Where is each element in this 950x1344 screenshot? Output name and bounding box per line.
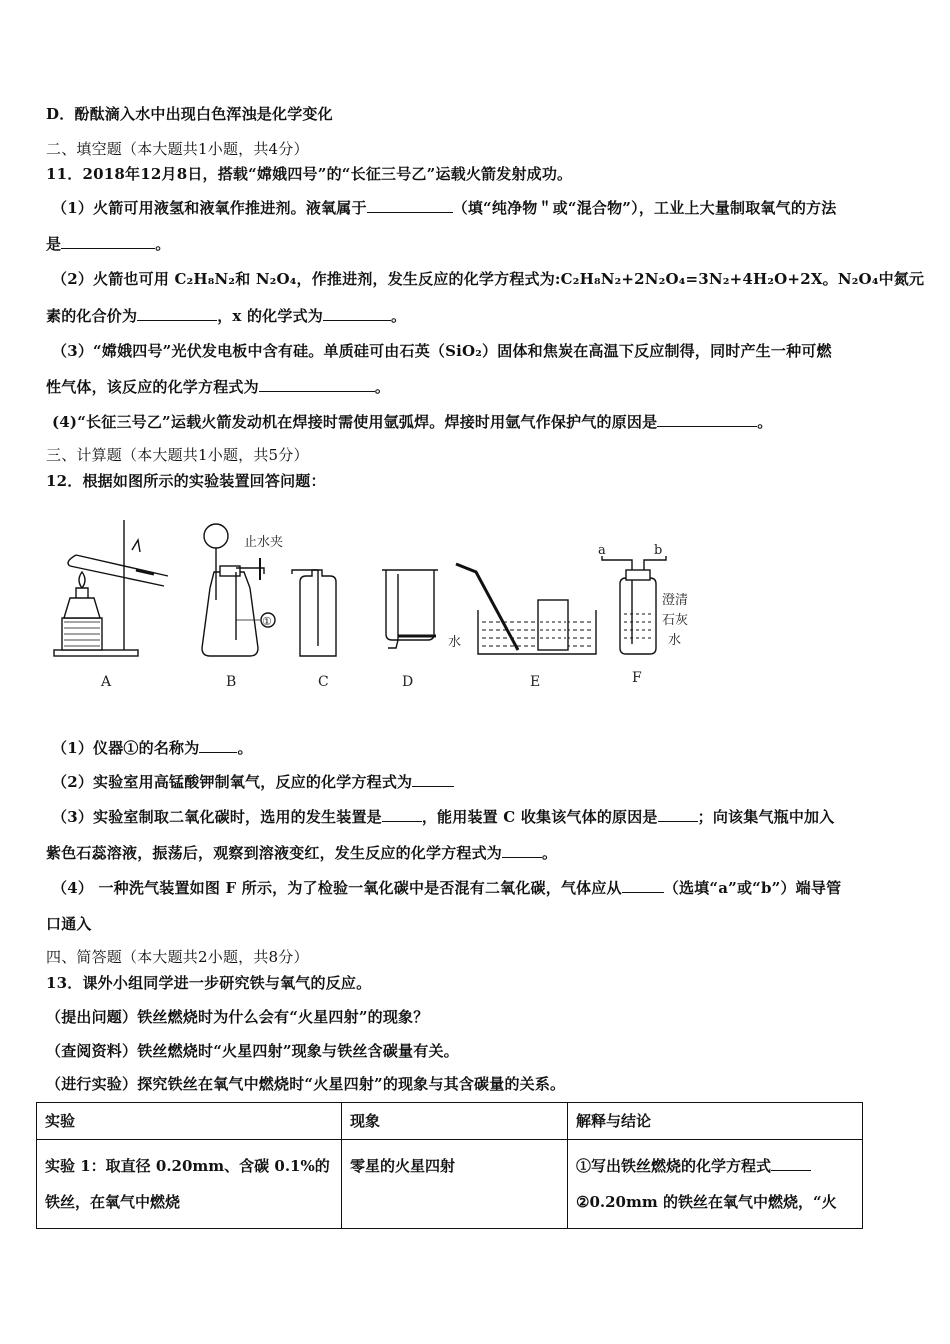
header-experiment: 实验 (37, 1103, 342, 1140)
header-phenomenon: 现象 (342, 1103, 568, 1140)
answer-blank[interactable] (657, 412, 757, 427)
marker-1: ① (262, 615, 272, 628)
q11-part2-text: 素的化合价为 (46, 307, 138, 325)
q11-part1-end: 。 (155, 235, 171, 253)
label-a: A (101, 674, 112, 690)
q11-part3-end: 。 (374, 378, 391, 396)
q11-part4 (52, 411, 773, 432)
q13-exp: （进行实验）探究铁丝在氧气中燃烧时“火星四射”的现象与其含碳量的关系。 (46, 1075, 566, 1093)
limewater-1: 澄清 (662, 593, 689, 608)
q11-part2-text2: ，x 的化学式为 (217, 307, 323, 325)
experiment-table (36, 1102, 863, 1229)
q12-part2-text: （2）实验室用高锰酸钾制氧气，反应的化学方程式为 (52, 773, 413, 791)
q11-part1 (52, 197, 836, 218)
answer-blank[interactable] (771, 1156, 811, 1171)
q12-part3-end: 。 (542, 844, 558, 862)
cell-phenomenon: 零星的火星四射 (342, 1140, 568, 1229)
answer-blank[interactable] (622, 878, 664, 893)
label-b: B (226, 674, 237, 690)
cell-text: ②0.20mm 的铁丝在氧气中燃烧，“火 (576, 1193, 837, 1211)
water-label: 水 (448, 635, 462, 650)
answer-blank[interactable] (259, 377, 375, 392)
q11-part4-end: 。 (757, 413, 773, 431)
answer-blank[interactable] (412, 772, 454, 787)
section-3-heading: 三、计算题（本大题共1小题，共5分） (46, 446, 309, 464)
q12-part3-text4: 紫色石蕊溶液，振荡后，观察到溶液变红，发生反应的化学方程式为 (46, 844, 503, 862)
q11-part3-cont (46, 376, 390, 397)
limewater-3: 水 (668, 633, 682, 648)
q12-part3-text3: ；向该集气瓶中加入 (697, 808, 835, 826)
q12-part4-text2: （选填“a”或“b”）端导管 (663, 879, 842, 897)
answer-blank[interactable] (658, 807, 698, 822)
table-header-row (37, 1103, 863, 1140)
q12-part1-text: （1）仪器①的名称为 (52, 739, 200, 757)
q11-part2: （2）火箭也可用 C₂H₈N₂和 N₂O₄，作推进剂，发生反应的化学方程式为:C₂H₈N₂+2N₂O₄=3N₂+4H₂O+2X。N₂O₄中氮元 (52, 270, 925, 288)
label-e: E (530, 674, 541, 690)
option-d: D．酚酞滴入水中出现白色浑浊是化学变化 (46, 105, 333, 123)
section-4-heading: 四、简答题（本大题共2小题，共8分） (46, 948, 309, 966)
q12-part3 (52, 806, 834, 827)
clamp-label: 止水夹 (244, 535, 284, 550)
q12-part4-text: （4） 一种洗气装置如图 F 所示，为了检验一氧化碳中是否混有二氧化碳，气体应从 (52, 879, 622, 897)
cell-text: 铁丝，在氧气中燃烧 (45, 1193, 181, 1211)
q12-part3-text2: ，能用装置 C 收集该气体的原因是 (421, 808, 658, 826)
q11-part1-cont (46, 233, 170, 254)
answer-blank[interactable] (367, 198, 453, 213)
cell-conclusion (568, 1140, 863, 1229)
q12-part4 (52, 877, 841, 898)
q11-stem: 11．2018年12月8日，搭载“嫦娥四号”的“长征三号乙”运载火箭发射成功。 (46, 165, 573, 183)
answer-blank[interactable] (502, 843, 542, 858)
port-a: a (598, 543, 606, 558)
answer-blank[interactable] (199, 738, 237, 753)
section-2-heading: 二、填空题（本大题共1小题，共4分） (46, 140, 309, 158)
cell-text: 实验 1：取直径 0.20mm、含碳 0.1%的 (45, 1157, 330, 1175)
answer-blank[interactable] (137, 306, 217, 321)
cell-text (576, 1148, 854, 1184)
q11-part3: （3）“嫦娥四号”光伏发电板中含有硅。单质硅可由石英（SiO₂）固体和焦炭在高温下反应制得，同时产生一种可燃 (52, 342, 832, 360)
answer-blank[interactable] (382, 807, 422, 822)
cell-experiment (37, 1140, 342, 1229)
q12-part3-text: （3）实验室制取二氧化碳时，选用的发生装置是 (52, 808, 382, 826)
port-b: b (654, 543, 663, 558)
q11-part4-text: (4)“长征三号乙”运载火箭发动机在焊接时需使用氩弧焊。焊接时用氩气作保护气的原因是 (52, 413, 658, 431)
q11-part3-text: 性气体，该反应的化学方程式为 (46, 378, 259, 396)
q13-ref: （查阅资料）铁丝燃烧时“火星四射”现象与铁丝含碳量有关。 (46, 1042, 459, 1060)
q11-part1-text2: （填“纯净物＂或“混合物”），工业上大量制取氧气的方法 (452, 199, 837, 217)
q11-part2-cont (46, 305, 406, 326)
table-row (37, 1140, 863, 1229)
q12-part2 (52, 771, 454, 792)
apparatus-figure (36, 510, 916, 695)
q12-part1-end: 。 (237, 739, 253, 757)
answer-blank[interactable] (61, 234, 155, 249)
answer-blank[interactable] (323, 306, 391, 321)
q13-stem: 13．课外小组同学进一步研究铁与氧气的反应。 (46, 974, 372, 992)
label-f: F (632, 670, 642, 686)
cell-text-span: ①写出铁丝燃烧的化学方程式 (576, 1157, 772, 1175)
q12-part4-cont: 口通入 (46, 915, 92, 933)
label-c: C (318, 674, 329, 690)
q11-part1-text3: 是 (46, 235, 62, 253)
q13-ask: （提出问题）铁丝燃烧时为什么会有“火星四射”的现象？ (46, 1008, 429, 1026)
label-d: D (402, 674, 414, 690)
limewater-2: 石灰 (662, 613, 689, 628)
q11-part2-end: 。 (390, 307, 407, 325)
q12-part3-cont (46, 842, 557, 863)
q12-part1 (52, 737, 253, 758)
q11-part1-text: （1）火箭可用液氢和液氧作推进剂。液氧属于 (52, 199, 367, 217)
q12-stem: 12．根据如图所示的实验装置回答问题： (46, 472, 326, 490)
header-conclusion: 解释与结论 (568, 1103, 863, 1140)
